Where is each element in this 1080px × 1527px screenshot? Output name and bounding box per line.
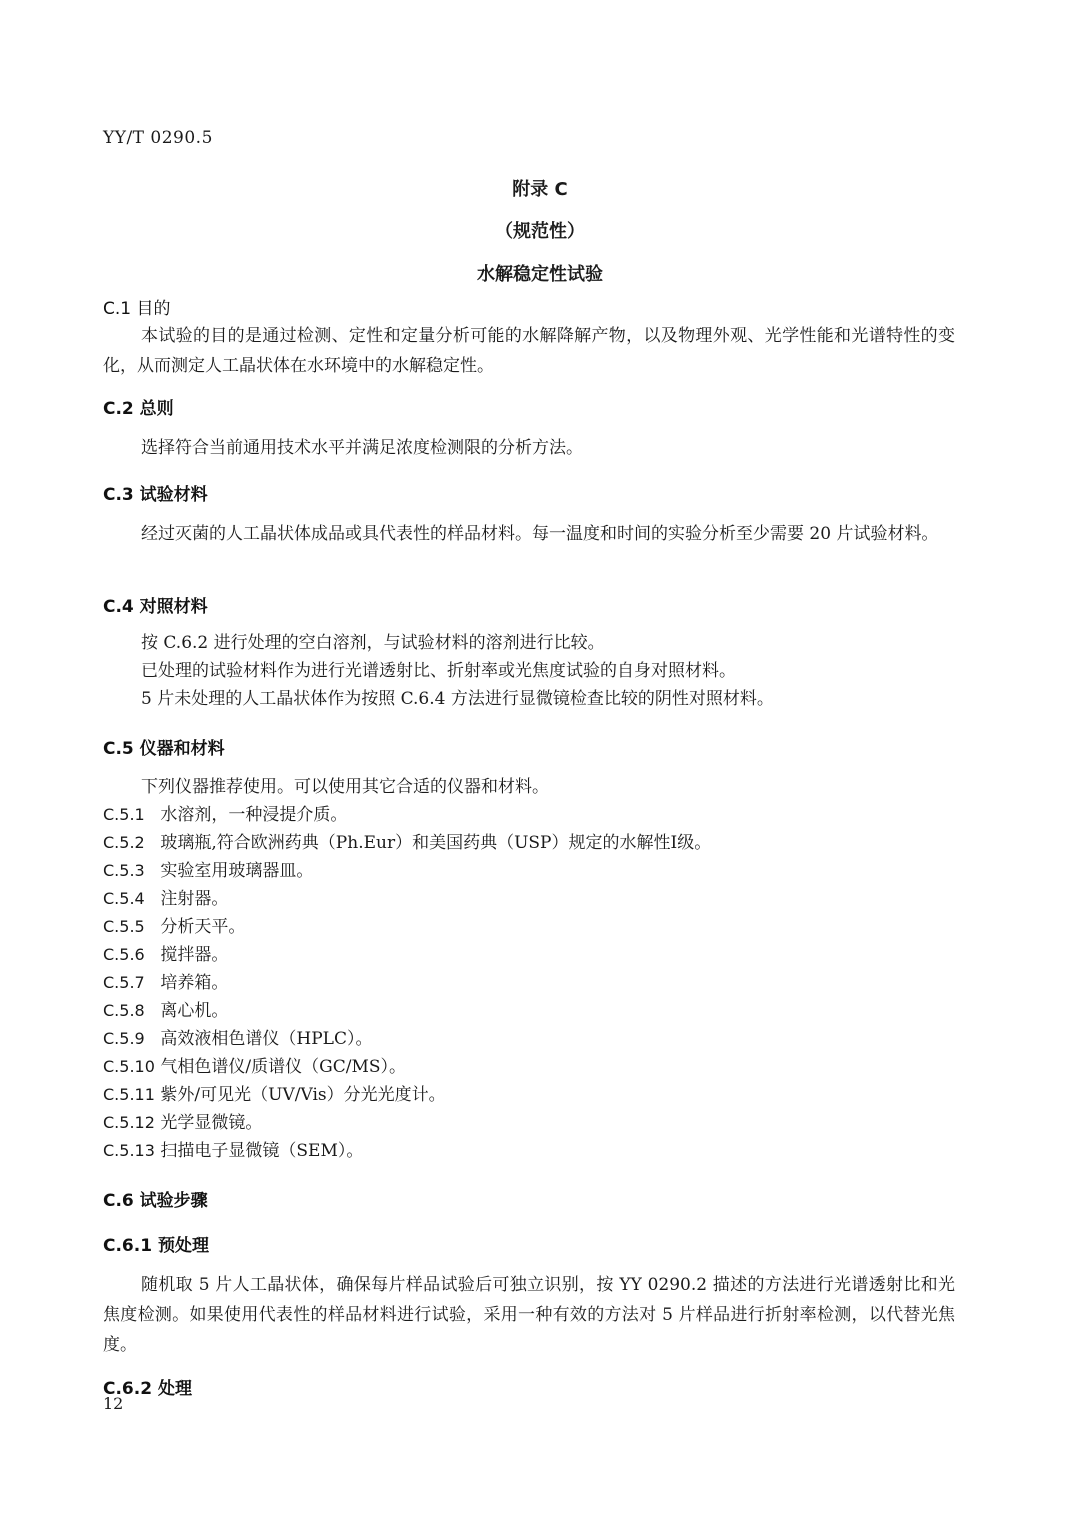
item-text: 玻璃瓶,符合欧洲药典（Ph.Eur）和美国药典（USP）规定的水解性I级。 — [160, 833, 712, 853]
list-item — [103, 969, 955, 997]
standard-code: YY/T 0290.5 — [103, 128, 213, 148]
list-item — [103, 801, 955, 829]
list-item — [103, 857, 955, 885]
section-heading: C.5 仪器和材料 — [103, 739, 225, 759]
section-c2 — [103, 394, 955, 463]
item-number: C.5.3 — [103, 861, 145, 880]
list-item — [103, 829, 955, 857]
section-heading: C.6 试验步骤 — [103, 1191, 208, 1211]
annex-title: 附录 C — [512, 179, 568, 200]
section-heading: C.2 总则 — [103, 399, 174, 419]
equipment-list — [103, 801, 955, 1165]
item-number: C.5.9 — [103, 1029, 145, 1048]
item-text: 搅拌器。 — [160, 945, 229, 965]
item-number: C.5.7 — [103, 973, 145, 992]
list-item — [103, 941, 955, 969]
item-number: C.5.6 — [103, 945, 145, 964]
list-item — [103, 913, 955, 941]
list-item — [103, 885, 955, 913]
list-item — [103, 1053, 955, 1081]
item-text: 离心机。 — [160, 1001, 229, 1021]
item-number: C.5.5 — [103, 917, 145, 936]
item-number: C.5.13 — [103, 1141, 155, 1160]
page-number: 12 — [103, 1394, 124, 1413]
list-item — [103, 1025, 955, 1053]
section-paragraph: 选择符合当前通用技术水平并满足浓度检测限的分析方法。 — [141, 438, 583, 458]
section-paragraph: 经过灭菌的人工晶状体成品或具代表性的样品材料。每一温度和时间的实验分析至少需要 20 片试验材料。 — [141, 524, 939, 544]
list-item — [103, 1081, 955, 1109]
section-heading: C.1 目的 — [103, 299, 171, 319]
item-text: 分析天平。 — [160, 917, 246, 937]
section-line: 已处理的试验材料作为进行光谱透射比、折射率或光焦度试验的自身对照材料。 — [141, 661, 736, 681]
section-paragraph: 本试验的目的是通过检测、定性和定量分析可能的水解降解产物，以及物理外观、光学性能和光谱特性的变化，从而测定人工晶状体在水环境中的水解稳定性。 — [103, 326, 955, 376]
item-text: 光学显微镜。 — [160, 1113, 263, 1133]
item-number: C.5.1 — [103, 805, 145, 824]
annex-name: 水解稳定性试验 — [477, 264, 603, 285]
section-intro: 下列仪器推荐使用。可以使用其它合适的仪器和材料。 — [141, 777, 549, 797]
item-text: 紫外/可见光（UV/Vis）分光光度计。 — [160, 1085, 446, 1105]
item-text: 高效液相色谱仪（HPLC）。 — [160, 1029, 373, 1049]
item-text: 培养箱。 — [160, 973, 229, 993]
item-number: C.5.2 — [103, 833, 145, 852]
item-number: C.5.10 — [103, 1057, 155, 1076]
subsection-heading: C.6.2 处理 — [103, 1379, 192, 1399]
section-paragraph: 随机取 5 片人工晶状体，确保每片样品试验后可独立识别，按 YY 0290.2 描述的方法进行光谱透射比和光焦度检测。如果使用代表性的样品材料进行试验，采用一种有效的方法对 5 片样品进行折射率检测，以代替光焦度。 — [103, 1275, 955, 1355]
item-text: 注射器。 — [160, 889, 229, 909]
item-number: C.5.11 — [103, 1085, 155, 1104]
section-c1 — [103, 294, 955, 381]
list-item — [103, 997, 955, 1025]
annex-type: （规范性） — [495, 221, 585, 242]
section-c5 — [103, 734, 955, 1165]
item-number: C.5.8 — [103, 1001, 145, 1020]
section-c4 — [103, 592, 955, 713]
item-text: 实验室用玻璃器皿。 — [160, 861, 314, 881]
subsection-heading: C.6.1 预处理 — [103, 1236, 209, 1256]
item-text: 扫描电子显微镜（SEM）。 — [160, 1141, 364, 1161]
section-c3 — [103, 480, 955, 549]
section-line: 5 片未处理的人工晶状体作为按照 C.6.4 方法进行显微镜检查比较的阴性对照材料。 — [141, 689, 774, 709]
item-number: C.5.12 — [103, 1113, 155, 1132]
item-text: 气相色谱仪/质谱仪（GC/MS）。 — [160, 1057, 407, 1077]
list-item — [103, 1137, 955, 1165]
section-heading: C.3 试验材料 — [103, 485, 208, 505]
list-item — [103, 1109, 955, 1137]
section-heading: C.4 对照材料 — [103, 597, 208, 617]
item-number: C.5.4 — [103, 889, 145, 908]
section-c6 — [103, 1186, 955, 1399]
section-line: 按 C.6.2 进行处理的空白溶剂，与试验材料的溶剂进行比较。 — [141, 633, 605, 653]
item-text: 水溶剂，一种浸提介质。 — [160, 805, 348, 825]
